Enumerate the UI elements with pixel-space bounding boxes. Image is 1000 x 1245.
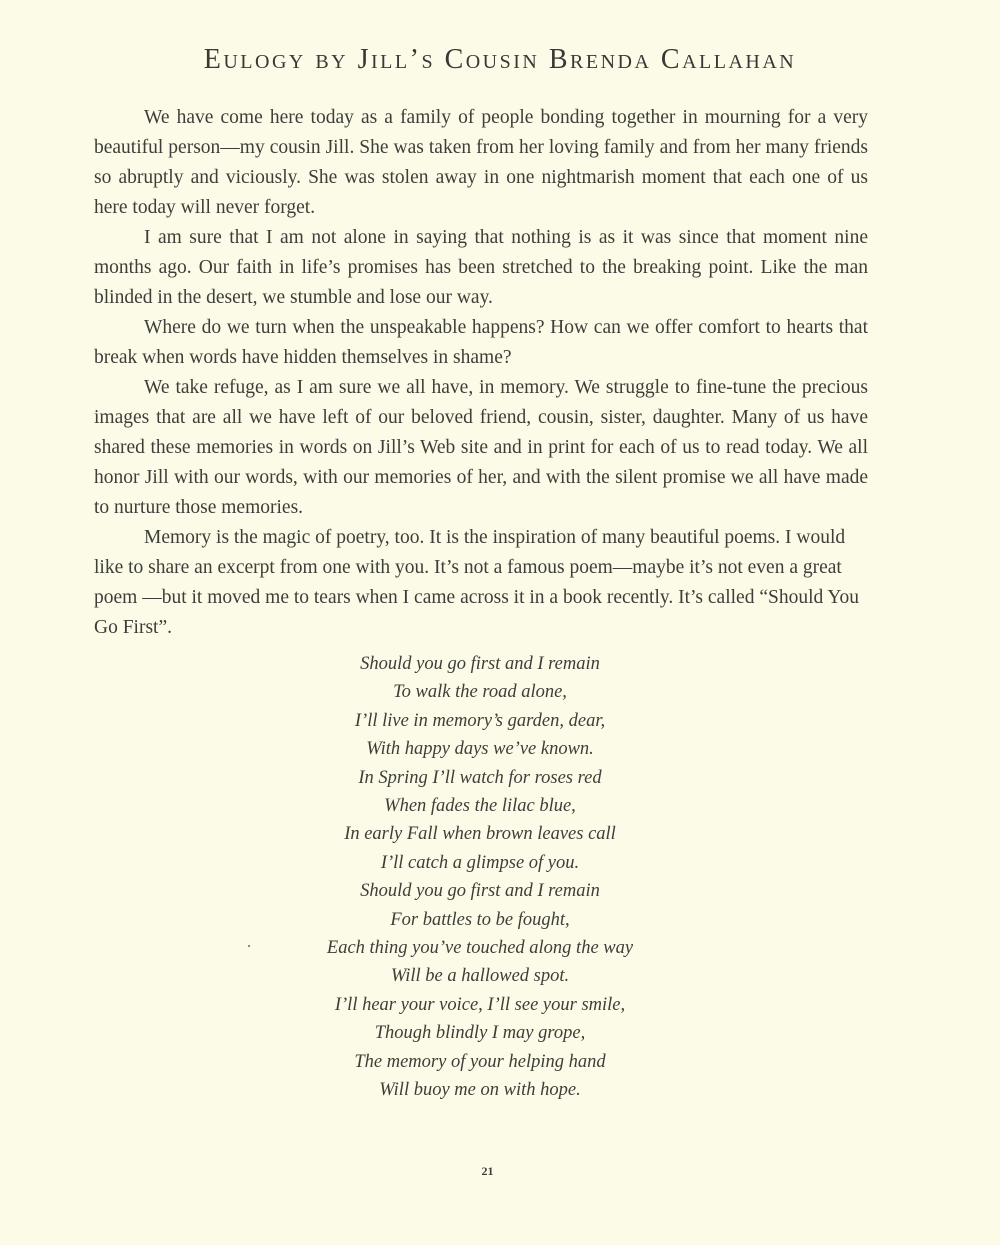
poem-line: I’ll hear your voice, I’ll see your smile, — [334, 994, 626, 1015]
poem-line: In early Fall when brown leaves call — [344, 824, 616, 845]
poem-line: Will buoy me on with hope. — [379, 1080, 581, 1101]
poem-line: Should you go first and I remain — [360, 881, 600, 902]
poem-line: Each thing you’ve touched along the way — [326, 938, 634, 959]
page-title: Eulogy by Jill’s Cousin Brenda Callahan — [203, 44, 797, 75]
paragraph: I am sure that I am not alone in saying that nothing is as it was since that moment nine months ago. Our faith in life’s promises has been stretched to the breaking point. Like the man blinded in the desert, we stumble and lose our way. — [94, 227, 868, 308]
poem-line: In Spring I’ll watch for roses red — [358, 767, 602, 788]
poem-line: For battles to be fought, — [390, 909, 570, 930]
poem-line: To walk the road alone, — [393, 682, 567, 703]
poem-line: Should you go first and I remain — [360, 654, 600, 674]
poem-excerpt — [200, 650, 760, 1105]
poem-line: With happy days we’ve known. — [366, 739, 594, 760]
paragraph: We take refuge, as I am sure we all have, in memory. We struggle to fine-tune the precious images that are all we have left of our beloved friend, cousin, sister, daughter. Many of us have shared these memories in words on Jill’s Web site and in print for each of us to read today. We all honor Jill with our words, with our memories of her, and with the silent promise we all have made to nurture those memories. — [94, 377, 868, 518]
poem-line: I’ll catch a glimpse of you. — [380, 852, 580, 873]
page-number: 21 — [481, 1164, 494, 1178]
paragraph: We have come here today as a family of people bonding together in mourning for a very beautiful person—my cousin Jill. She was taken from her loving family and from her many friends so abruptly and viciously. She was stolen away in one nightmarish moment that each one of us here today will never forget. — [94, 107, 868, 218]
poem-line: I’ll live in memory’s garden, dear, — [354, 710, 606, 731]
poem-line: The memory of your helping hand — [354, 1051, 606, 1072]
poem-line: Will be a hallowed spot. — [390, 966, 570, 987]
poem-line: Though blindly I may grope, — [374, 1023, 586, 1044]
paragraph: Memory is the magic of poetry, too. It is the inspiration of many beautiful poems. I would like to share an excerpt from one with you. It’s not a famous poem—maybe it’s not even a great poem —but it moved me to tears when I came across it in a book recently. It’s called “Should You Go First”. — [94, 527, 860, 638]
print-speck — [248, 945, 250, 947]
eulogy-body — [94, 103, 868, 643]
poem-line: When fades the lilac blue, — [384, 796, 576, 817]
paragraph: Where do we turn when the unspeakable happens? How can we offer comfort to hearts that break when words have hidden themselves in shame? — [94, 317, 868, 368]
